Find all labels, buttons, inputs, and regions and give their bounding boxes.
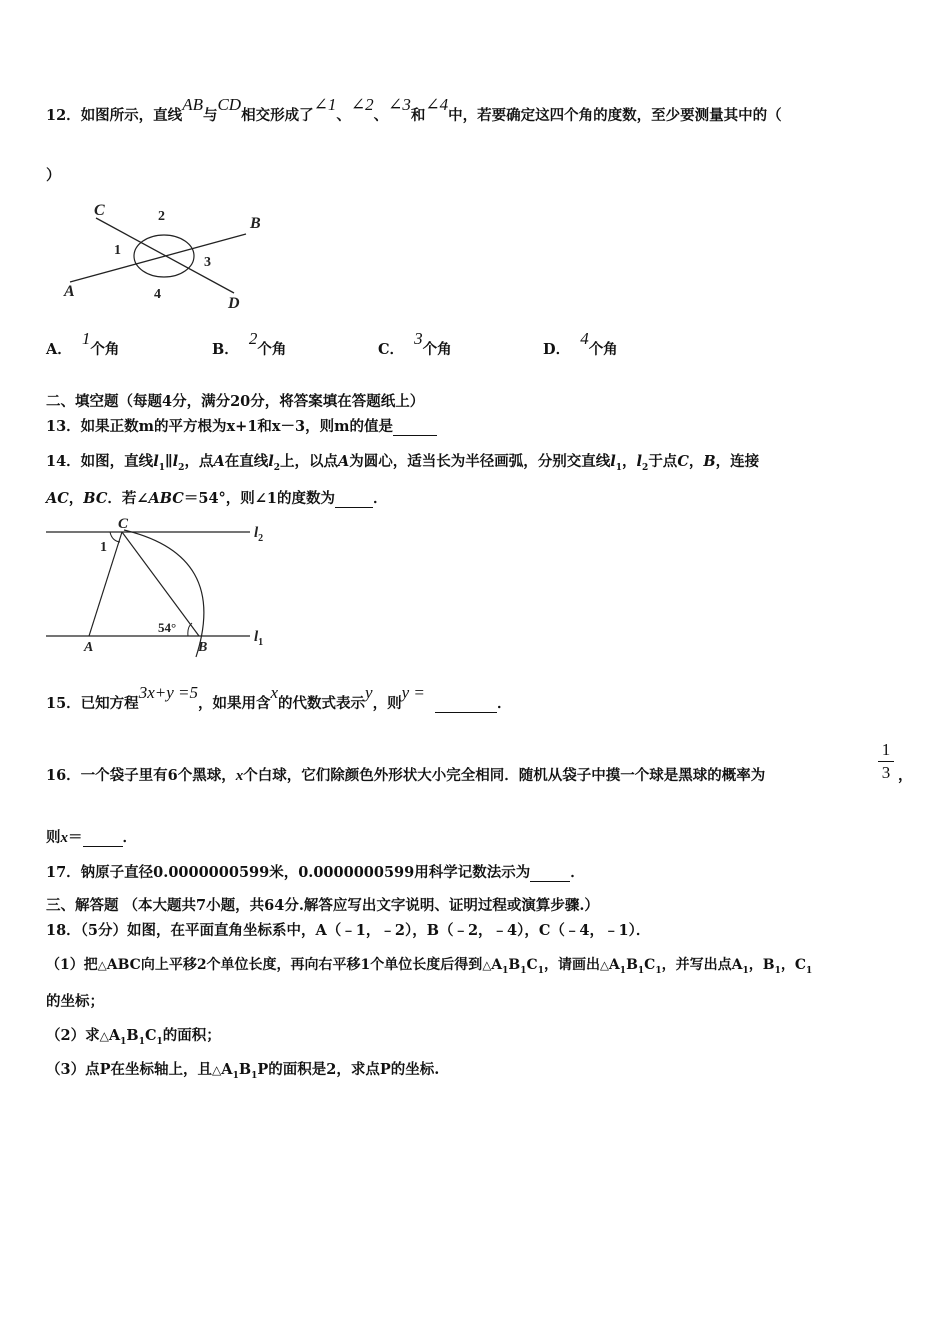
label-C: C [118,516,129,532]
q12-option-a[interactable]: A． 1个角 [46,329,120,358]
label-l2: $l_2$ [254,525,264,544]
q14-line1: 14．如图，直线$l_1\parallel l_2$，点A在直线$l_2$上，以点A为圆心，适当长为半径画弧，分别交直线$l_1$，$l_2$于点C，B，连接 [46,453,760,473]
math-angle3: ∠3 [388,95,411,114]
q16-line1: 16．一个袋子里有6个黑球，x个白球，它们除颜色外形状大小完全相同．随机从袋子中摸一个球是黑球的概率为 [46,767,766,784]
equation: 3x+y =5 [138,683,198,702]
label-54deg: 54° [158,620,177,635]
q12-option-c[interactable]: C． 3个角 [378,329,452,358]
answer-blank[interactable] [435,695,497,713]
q18-part1-cont: 的坐标； [46,993,104,1010]
arc [124,530,204,657]
q17: 17．钠原子直径0.0000000599米，0.0000000599用科学记数法示为 ． [46,864,585,881]
math-AB: AB [182,95,203,114]
math-angle1: ∠1 [313,95,337,114]
answer-blank[interactable] [335,490,373,508]
label-B: B [198,640,208,655]
answer-blank[interactable] [393,418,437,436]
q18-part1: （1）把△ABC向上平移2个单位长度，再向右平移1个单位长度后得到$\triangle A_1B_1C_1$，请画出$\triangle A_1B_1C_1$，并写出点$A_1$，$B_1$，$C_1$ [46,957,813,976]
q12-option-b[interactable]: B． 2个角 [212,329,287,358]
label-A: A [64,283,75,300]
label-4: 4 [154,287,161,302]
math-angle4: ∠4 [425,95,449,114]
q18-head: 18．（5分）如图，在平面直角坐标系中，A（﹣1，﹣2），B（﹣2，﹣4），C（﹣4，﹣1）． [46,922,651,939]
label-3: 3 [204,255,211,270]
q16-comma: ， [898,767,913,784]
fraction-one-third: 1 3 [878,740,894,783]
section-2-heading: 二、填空题（每题4分，满分20分，将答案填在答题纸上） [46,393,425,410]
q16-line2: 则x＝ ． [46,829,137,846]
answer-blank[interactable] [83,829,123,847]
q14-line2: AC，BC．若∠ABC＝54°，则∠1的度数为 ． [46,490,388,507]
label-D: D [228,295,240,312]
q18-part2: （2）求$\triangle A_1B_1C_1$的面积； [46,1027,221,1047]
answer-blank[interactable] [530,864,570,882]
label-B: B [250,215,261,232]
q18-part3: （3）点P在坐标轴上，且$\triangle A_1B_1P$的面积是2，求点P的坐标. [46,1061,440,1081]
q12-stem: 12．如图所示，直线AB与CD相交形成了∠1、∠2、∠3和∠4中，若要确定这四个角的度数，至少要测量其中的（ [46,95,782,124]
q13: 13．如果正数m的平方根为x+1和x－3，则m的值是 [46,415,437,436]
q15: 15．已知方程3x+y =5，如果用含x的代数式表示y，则y = ． [46,683,512,712]
q12-option-d[interactable]: D． 4个角 [543,329,618,358]
label-l1: $l_1$ [254,629,264,648]
angle1-mark [110,532,120,542]
line-AB [70,234,246,282]
q14-figure [44,515,274,660]
section-3-heading: 三、解答题 （本大题共7小题，共64分.解答应写出文字说明、证明过程或演算步骤.） [46,897,599,914]
label-2: 2 [158,209,165,224]
label-1: 1 [114,243,121,258]
label-A: A [84,640,94,655]
label-C: C [94,202,105,219]
math-CD: CD [217,95,242,114]
q12-figure [56,198,276,313]
q12-close-paren: ） [46,167,61,184]
label-1: 1 [100,540,107,555]
math-angle2: ∠2 [350,95,374,114]
